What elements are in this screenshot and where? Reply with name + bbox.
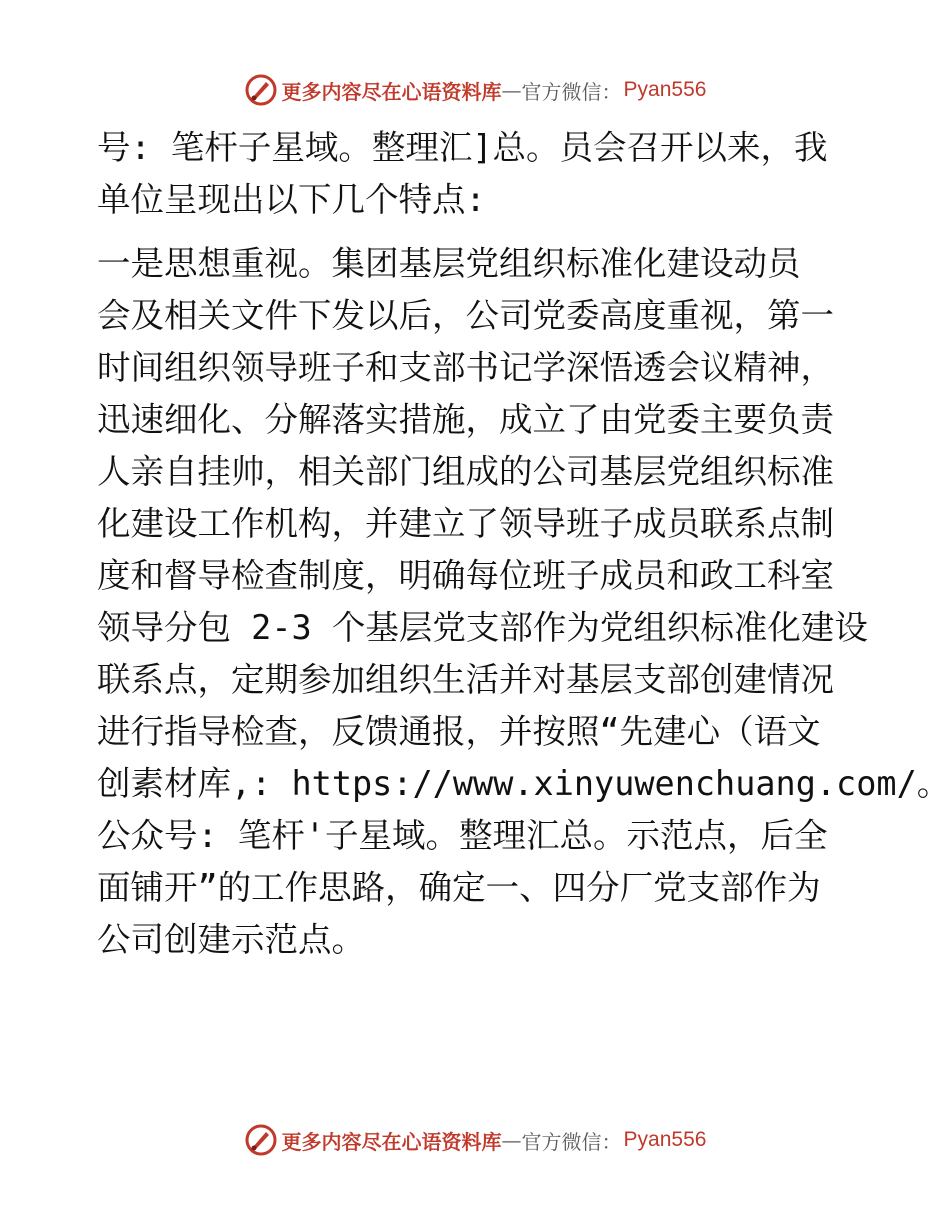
footer-banner [0,1120,950,1160]
banner-site-name: 更多内容尽在心语资料库 [281,79,502,104]
text-line: 时间组织领导班子和支部书记学深悟透会议精神， [97,348,834,387]
text-line: 联系点，定期参加组织生活并对基层支部创建情况 [97,660,834,699]
text-line: 号: 笔杆子星域。整理汇]总。员会召开以来，我 [97,128,828,167]
text-line: 迅速细化、分解落实措施，成立了由党委主要负责 [97,400,834,439]
text-line: 人亲自挂帅，相关部门组成的公司基层党组织标准 [97,452,834,491]
banner-site-name: 更多内容尽在心语资料库 [281,1129,502,1154]
banner-wechat-label: 官方微信： [521,1129,622,1154]
banner-wechat-label: 官方微信： [521,79,622,104]
banner-separator: — [501,1128,522,1152]
paragraph-1 [97,122,857,226]
text-line: 一是思想重视。集团基层党组织标准化建设动员 [97,244,801,283]
text-line: 化建设工作机构，并建立了领导班子成员联系点制 [97,504,834,543]
quill-ink-icon [244,1123,278,1157]
text-line: 领导分包 2-3 个基层党支部作为党组织标准化建设 [97,608,868,647]
text-line: 会及相关文件下发以后，公司党委高度重视，第一 [97,296,834,335]
header-banner [0,70,950,110]
text-line: 进行指导检查，反馈通报，并按照“先建心（语文 [97,712,821,751]
text-line: 面铺开”的工作思路，确定一、四分厂党支部作为 [97,868,821,907]
text-line: 公司创建示范点。 [97,920,365,959]
text-line: 单位呈现出以下几个特点: [97,180,486,219]
text-line: 公众号: 笔杆'子星域。整理汇总。示范点，后全 [97,816,828,855]
quill-ink-icon [244,73,278,107]
url-line: 创素材库,: https://www.xinyuwenchuang.com/。 [97,764,950,803]
banner-wechat-id: Pyan556 [623,78,707,101]
text-line: 度和督导检查制度，明确每位班子成员和政工科室 [97,556,834,595]
paragraph-2 [97,238,950,966]
banner-wechat-id: Pyan556 [623,1128,707,1151]
document-body [97,122,950,966]
banner-separator: — [501,78,522,102]
